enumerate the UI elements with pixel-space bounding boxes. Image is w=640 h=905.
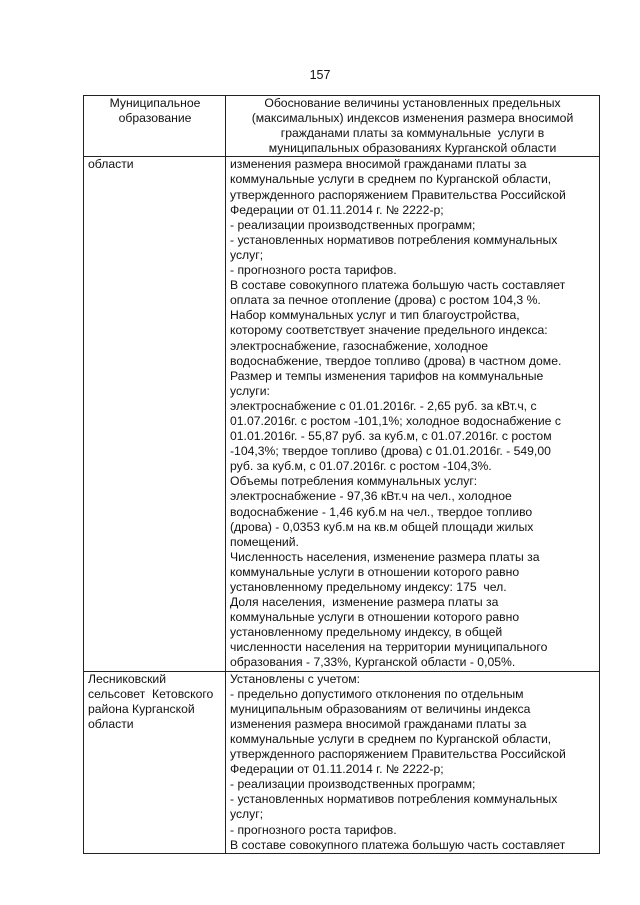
justification-cell: Установлены с учетом: - предельно допустимого отклонения по отдельным муниципальным образованиям от величины индекса изменения размера вносимой гражданами платы за коммунальные услуги в среднем по Курганской области, утвержденного распоряжением Правительства Российской Федерации от 01.11.2014 г. № 2222-р; - реализации производственных программ; - установленных нормативов потребления коммунальных услуг; - прогнозного роста тарифов. В составе совокупного платежа большую часть составляет xyxy=(226,671,600,853)
header-municipality: Муниципальное образование xyxy=(84,96,226,157)
table-row xyxy=(84,157,600,671)
header-justification: Обоснование величины установленных предельных (максимальных) индексов изменения размера вносимой гражданами платы за коммунальные услуги в муниципальных образованиях Курганской области xyxy=(226,96,600,157)
municipality-cell: Лесниковский сельсовет Кетовского района Курганской области xyxy=(84,671,226,853)
justification-cell: изменения размера вносимой гражданами платы за коммунальные услуги в среднем по Курганской области, утвержденного распоряжением Правительства Российской Федерации от 01.11.2014 г. № 2222-р; - реализации производственных программ; - установленных нормативов потребления коммунальных услуг; - прогнозного роста тарифов. В составе совокупного платежа большую часть составляет оплата за печное отопление (дрова) с ростом 104,3 %. Набор коммунальных услуг и тип благоустройства, которому соответствует значение предельного индекса: электроснабжение, газоснабжение, холодное водоснабжение, твердое топливо (дрова) в частном доме. Размер и темпы изменения тарифов на коммунальные услуги: электроснабжение с 01.01.2016г. - 2,65 руб. за кВт.ч, с 01.07.2016г. с ростом -101,1%; холодное водоснабжение с 01.01.2016г. - 55,87 руб. за куб.м, с 01.07.2016г. с ростом -104,3%; твердое топливо (дрова) с 01.01.2016г. - 549,00 руб. за куб.м, с 01.07.2016г. с ростом -104,3%. Объемы потребления коммунальных услуг: электроснабжение - 97,36 кВт.ч на чел., холодное водоснабжение - 1,46 куб.м на чел., твердое топливо (дрова) - 0,0353 куб.м на кв.м общей площади жилых помещений. Численность населения, изменение размера платы за коммунальные услуги в отношении которого равно установленному предельному индексу: 175 чел. Доля населения, изменение размера платы за коммунальные услуги в отношении которого равно установленному предельному индексу, в общей численности населения на территории муниципального образования - 7,33%, Курганской области - 0,05%. xyxy=(226,157,600,671)
page-number: 157 xyxy=(309,68,331,82)
table-row xyxy=(84,671,600,853)
table-header-row xyxy=(84,96,600,157)
municipality-cell: области xyxy=(84,157,226,671)
tariff-index-table xyxy=(83,95,600,854)
